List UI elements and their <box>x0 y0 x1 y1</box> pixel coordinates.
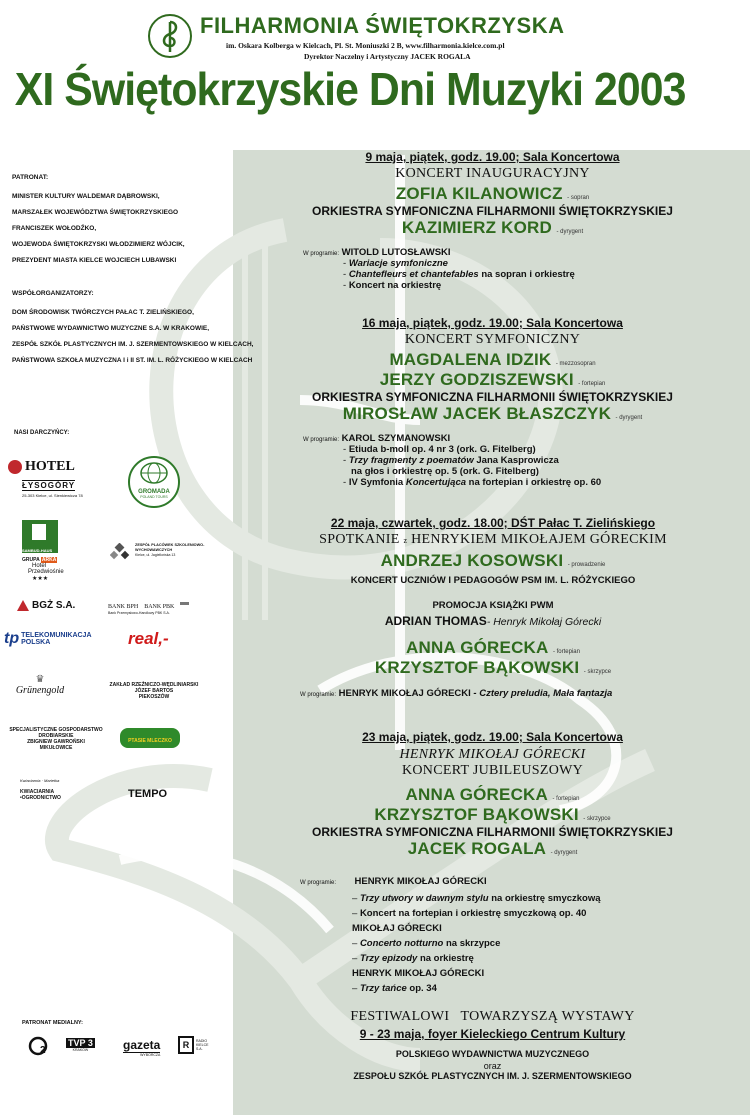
concert-title-b: HENRYKIEM MIKOŁAJEM GÓRECKIM <box>411 532 667 547</box>
crown-icon: ♛ <box>35 674 45 685</box>
zaklad-line2: JÓZEF BARTOS <box>134 688 174 694</box>
zespol-placowek-logo <box>110 543 211 563</box>
zaklad-line3: PIEKOSZÓW <box>138 694 170 700</box>
composer-name: KAROL SZYMANOWSKI <box>341 433 451 444</box>
radio-kielce-logo <box>178 1036 212 1054</box>
grunengold-name: Grünengold <box>15 685 65 696</box>
concert-1-program: W programie: WITOLD LUTOSŁAWSKI - Wariacje symfoniczne - Chantefleurs et chantefables na sopran i orkiestrę - Koncert na orkiestrę <box>303 247 575 291</box>
performer-role: - sopran <box>567 195 590 201</box>
performer-name: MIROSŁAW JACEK BŁASZCZYK <box>342 404 612 423</box>
tp-name: TELEKOMUNIKACJA <box>21 632 92 639</box>
composer-name: MIKOŁAJ GÓRECKI <box>352 923 442 934</box>
patronage-heading: PATRONAT: <box>12 174 49 181</box>
hotel-name: HOTEL <box>25 459 75 474</box>
concert-line: KONCERT UCZNIÓW I PEDAGOGÓW PSM IM. L. RÓŻYCKIEGO <box>350 575 636 586</box>
performer-name: MAGDALENA IDZIK <box>389 350 552 369</box>
program-label: W programie: <box>303 437 340 443</box>
org-address: im. Oskara Kolberga w Kielcach, Pl. St. Moniuszki 2 B, www.filharmonia.kielce.com.pl <box>226 41 505 50</box>
drob-line1: SPECJALISTYCZNE GOSPODARSTWO <box>9 727 103 733</box>
sambud-emblem-icon <box>22 520 58 548</box>
gromada-name: GROMADA <box>138 489 170 495</box>
diamond-pattern-icon <box>110 543 132 563</box>
composer-name: HENRYK MIKOŁAJ GÓRECKI <box>354 876 487 887</box>
work-detail: na orkiestrę <box>417 953 474 964</box>
org-name: FILHARMONIA ŚWIĘTOKRZYSKA <box>200 13 565 38</box>
concert-4-program: W programie: HENRYK MIKOŁAJ GÓRECKI – Trzy utwory w dawnym stylu na orkiestrę smyczkową – Koncert na fortepian i orkiestrę smyczkową op. 40 MIKOŁAJ GÓRECKI – Concerto notturno na skrzypce – Trzy epizody na orkiestrę HENRYK MIKOŁAJ GÓRECKI – Trzy tańce op. 34 <box>300 876 601 994</box>
concert-2 <box>250 316 735 424</box>
work-title: Etiuda b-moll op. 4 nr 3 (ork. G. Fitelberg) <box>348 444 536 455</box>
concert-3 <box>248 516 738 678</box>
globe-icon <box>139 462 169 484</box>
work-title: Trzy epizody <box>359 953 418 964</box>
orchestra-name: ORKIESTRA SYMFONICZNA FILHARMONII ŚWIĘTOKRZYSKIEJ <box>312 825 673 839</box>
hotel-lysogory-logo <box>8 459 100 498</box>
concert-date: 23 maja, piątek, godz. 19.00; Sala Koncertowa <box>362 730 623 744</box>
performer-name: ANNA GÓRECKA <box>405 785 549 804</box>
performer-name: JERZY GODZISZEWSKI <box>379 370 574 389</box>
sambud-grupa2: ARKA <box>41 557 57 563</box>
gromada-sub: POLAND TOURS <box>140 495 168 499</box>
sponsors-heading: NASI DARCZYŃCY: <box>14 430 70 436</box>
patronage-line: MARSZAŁEK WOJEWÓDZTWA ŚWIĘTOKRZYSKIEGO <box>12 209 179 216</box>
radio-sub: RADIO KIELCE S.A. <box>196 1039 209 1051</box>
coorganizer-line: PAŃSTWOWE WYDAWNICTWO MUZYCZNE S.A. W KRAKOWIE, <box>12 325 210 332</box>
tp-emblem-icon: tp <box>4 630 20 647</box>
concert-1 <box>250 150 735 238</box>
director-line: Dyrektor Naczelny i Artystyczny JACEK ROGALA <box>304 52 471 61</box>
kwiac-line2: KWIACIARNIA <box>20 789 55 795</box>
work-detail: na głos i orkiestrę op. 5 (ork. G. Fitelberg) <box>351 466 539 477</box>
work-title: Koncert na fortepian i orkiestrę smyczkową op. 40 <box>359 908 587 919</box>
coorganizer-line: PAŃSTWOWA SZKOŁA MUZYCZNA I i II ST. IM. L. RÓŻYCKIEGO W KIELCACH <box>12 357 253 364</box>
exhibition-line: ZESPOŁU SZKÓŁ PLASTYCZNYCH IM. J. SZERMENTOWSKIEGO <box>353 1071 632 1081</box>
performer-name: JACEK ROGALA <box>407 839 547 858</box>
performer-role: - prowadzenie <box>567 562 606 568</box>
bgz-name: BGŻ S.A. <box>32 600 76 611</box>
performer-role: - fortepian <box>552 796 580 802</box>
performer-role: - skrzypce <box>583 669 612 675</box>
work-detail: na orkiestrę smyczkową <box>488 893 601 904</box>
performer-name: ANDRZEJ KOSOWSKI <box>380 551 564 570</box>
bgz-emblem-icon <box>17 600 29 611</box>
concert-subtitle: KONCERT JUBILEUSZOWY <box>401 763 584 778</box>
concert-title: KONCERT SYMFONICZNY <box>404 332 581 347</box>
program-label: W programie: <box>300 880 337 886</box>
media-heading: PATRONAT MEDIALNY: <box>22 1020 84 1026</box>
exhibition-line: POLSKIEGO WYDAWNICTWA MUZYCZNEGO <box>395 1049 590 1059</box>
patronage-list <box>12 189 185 269</box>
work-title-italic: Koncertująca <box>405 477 467 488</box>
exhibitions <box>250 1009 735 1081</box>
hotel-subname: ŁYSOGÓRY <box>22 481 76 490</box>
kwiaciarnia-logo <box>20 778 80 801</box>
composer-name: HENRYK MIKOŁAJ GÓRECKI <box>338 688 471 699</box>
gromada-logo <box>128 456 180 508</box>
concert-4 <box>250 730 735 859</box>
patronage-line: WOJEWODA ŚWIĘTOKRZYSKI WŁODZIMIERZ WÓJCIK, <box>12 241 185 248</box>
drob-line4: MIKUŁOWICE <box>39 745 73 751</box>
hotel-address: 25-303 Kielce, ul. Sienkiewicza 78 <box>22 493 83 498</box>
orchestra-name: ORKIESTRA SYMFONICZNA FILHARMONII ŚWIĘTOKRZYSKIEJ <box>312 204 673 218</box>
kwiac-line1: Kwiaciarnia · Marietka <box>20 778 60 783</box>
work-title: Trzy tańce <box>359 983 407 994</box>
bank-bph-pbk-logo <box>108 602 189 615</box>
drob-line3: ZBIGNIEW GAWROŃSKI <box>27 739 85 745</box>
work-title: Trzy utwory w dawnym stylu <box>359 893 489 904</box>
drob-line2: DROBIARSKIE <box>38 733 74 739</box>
work-title: Chantefleurs et chantefables <box>348 269 479 280</box>
exhibitions-date: 9 - 23 maja, foyer Kieleckiego Centrum Kultury <box>359 1027 626 1041</box>
festival-title: XI Świętokrzyskie Dni Muzyki 2003 <box>14 63 686 115</box>
gazeta-name: gazeta <box>123 1038 161 1052</box>
work-title: Koncert na orkiestrę <box>348 280 442 291</box>
tvp3-sub: KRAKÓW <box>72 1048 89 1052</box>
gazeta-sub: WYBORCZA <box>140 1053 161 1057</box>
tvp3-logo <box>66 1038 95 1052</box>
work-detail: na sopran i orkiestrę <box>478 269 575 280</box>
concert-date: 16 maja, piątek, godz. 19.00; Sala Koncertowa <box>362 316 623 330</box>
ptasie-name: PTASIE MLECZKO <box>128 738 172 744</box>
radio-icon: R <box>178 1036 194 1054</box>
tvp2-icon <box>28 1036 50 1056</box>
promo-book: - Henryk Mikołaj Górecki <box>486 616 602 628</box>
zaklad-bartos-logo <box>104 682 204 700</box>
performer-name: KRZYSZTOF BĄKOWSKI <box>374 805 579 824</box>
concert-title-a: SPOTKANIE <box>319 532 400 547</box>
work-detail: Jana Kasprowicza <box>473 455 559 466</box>
concert-title: KONCERT INAUGURACYJNY <box>395 166 590 181</box>
performer-role: - skrzypce <box>583 816 611 822</box>
concert-title <box>248 532 738 548</box>
program-label: W programie: <box>300 692 337 698</box>
tvp3-name: TVP 3 <box>68 1038 93 1048</box>
performer-role: - dyrygent <box>615 415 643 421</box>
work-title: Trzy fragmenty z poematów <box>348 455 474 466</box>
real-logo: real,- <box>128 629 169 648</box>
sambud-stars: ★★★ <box>32 576 49 582</box>
zaklad-line1: ZAKŁAD RZEŹNICZO-WĘDLINIARSKI <box>109 682 199 688</box>
svg-text:2: 2 <box>40 1045 46 1056</box>
pbk-crown-icon <box>180 602 189 611</box>
patronage-line: PREZYDENT MIASTA KIELCE WOJCIECH LUBAWSKI <box>12 257 177 264</box>
concert-3-program <box>300 688 740 699</box>
composer-name: WITOLD LUTOSŁAWSKI <box>341 247 451 258</box>
performer-role: - dyrygent <box>550 850 578 856</box>
work-title: IV Symfonia <box>348 477 406 488</box>
treble-clef-icon <box>150 16 190 56</box>
performer-name: ZOFIA KILANOWICZ <box>395 184 563 203</box>
work-detail: na fortepian i orkiestrę op. 60 <box>466 477 602 488</box>
grunengold-logo <box>10 674 70 696</box>
concert-title-z: z <box>403 536 408 545</box>
bgz-logo <box>17 600 75 611</box>
coorganizers-heading: WSPÓŁORGANIZATORZY: <box>12 290 94 297</box>
performer-name: ANNA GÓRECKA <box>406 638 549 657</box>
concert-date: 9 maja, piątek, godz. 19.00; Sala Koncertowa <box>365 150 620 164</box>
ptasie-mleczko-logo <box>120 728 180 748</box>
work-detail: op. 34 <box>406 983 437 994</box>
work-title: Concerto notturno <box>359 938 444 949</box>
gawronski-logo <box>6 727 106 751</box>
performer-name: KAZIMIERZ KORD <box>401 218 552 237</box>
work-title: Wariacje symfoniczne <box>348 258 448 269</box>
sambud-logo <box>22 520 66 582</box>
coorganizers-list <box>12 305 253 369</box>
tempo-logo: TEMPO <box>128 788 168 800</box>
concert-date: 22 maja, czwartek, godz. 18.00; DŚT Pałac T. Zielińskiego <box>330 516 656 530</box>
performer-name: KRZYSZTOF BĄKOWSKI <box>374 658 580 677</box>
pbk-name: BANK PBK <box>144 603 175 610</box>
performer-role: - mezzosopran <box>555 361 596 367</box>
exhibitions-title: FESTIWALOWI TOWARZYSZĄ WYSTAWY <box>350 1009 635 1024</box>
sambud-grupa: GRUPA <box>22 557 40 563</box>
performer-role: - fortepian <box>552 649 580 655</box>
patronage-line: MINISTER KULTURY WALDEMAR DĄBROWSKI, <box>12 193 160 200</box>
performer-role: - fortepian <box>578 381 606 387</box>
sambud-hotel-name: Przedwiośnie <box>28 569 64 575</box>
patronage-line: FRANCISZEK WOŁODŹKO, <box>12 225 97 232</box>
promo-author: ADRIAN THOMAS <box>384 614 487 628</box>
coorganizer-line: DOM ŚRODOWISK TWÓRCZYCH PAŁAC T. ZIELIŃSKIEGO, <box>12 309 194 316</box>
composer-name: HENRYK MIKOŁAJ GÓRECKI <box>352 968 485 979</box>
work-detail: na skrzypce <box>443 938 501 949</box>
exhibition-oraz: oraz <box>483 1061 502 1071</box>
tp-name2: POLSKA <box>21 639 51 646</box>
program-label: W programie: <box>303 251 340 257</box>
sambud-hotel: Hotel <box>32 563 47 569</box>
coorganizer-line: ZESPÓŁ SZKÓŁ PLASTYCZNYCH IM. J. SZERMENTOWSKIEGO W KIELCACH, <box>12 341 254 348</box>
zespol-address: Kielce, ul. Jagiellońska 13 <box>135 553 176 557</box>
orchestra-name: ORKIESTRA SYMFONICZNA FILHARMONII ŚWIĘTOKRZYSKIEJ <box>312 390 673 404</box>
bph-sub: Bank Przemysłowo-Handlowy PBK S.A. <box>108 611 170 615</box>
zespol-name: ZESPÓŁ PLACÓWEK SZKOLENIOWO-WYCHOWAWCZYCH <box>135 543 205 552</box>
kwiac-line3: •OGRODNICTWO <box>20 795 61 801</box>
tvp2-logo <box>28 1036 50 1061</box>
hotel-emblem-icon <box>8 460 22 474</box>
filharmonia-logo <box>148 14 192 58</box>
bph-name: BANK BPH <box>108 603 139 610</box>
work-title: - Cztery preludia, Mała fantazja <box>470 688 613 699</box>
concert-2-program: W programie: KAROL SZYMANOWSKI - Etiuda b-moll op. 4 nr 3 (ork. G. Fitelberg) - Trzy fragmenty z poematów Jana Kasprowicza na głos i orkiestrę op. 5 (ork. G. Fitelberg) - IV Symfonia Koncertująca na fortepian i orkiestrę op. 60 <box>303 433 602 488</box>
tp-logo <box>4 630 92 648</box>
concert-title: HENRYK MIKOŁAJ GÓRECKI <box>399 747 586 762</box>
performer-role: - dyrygent <box>556 229 584 235</box>
sambud-name: SAMBUD-HAUS <box>22 548 58 553</box>
promo-heading: PROMOCJA KSIĄŻKI PWM <box>432 600 554 611</box>
gazeta-logo <box>123 1038 160 1057</box>
